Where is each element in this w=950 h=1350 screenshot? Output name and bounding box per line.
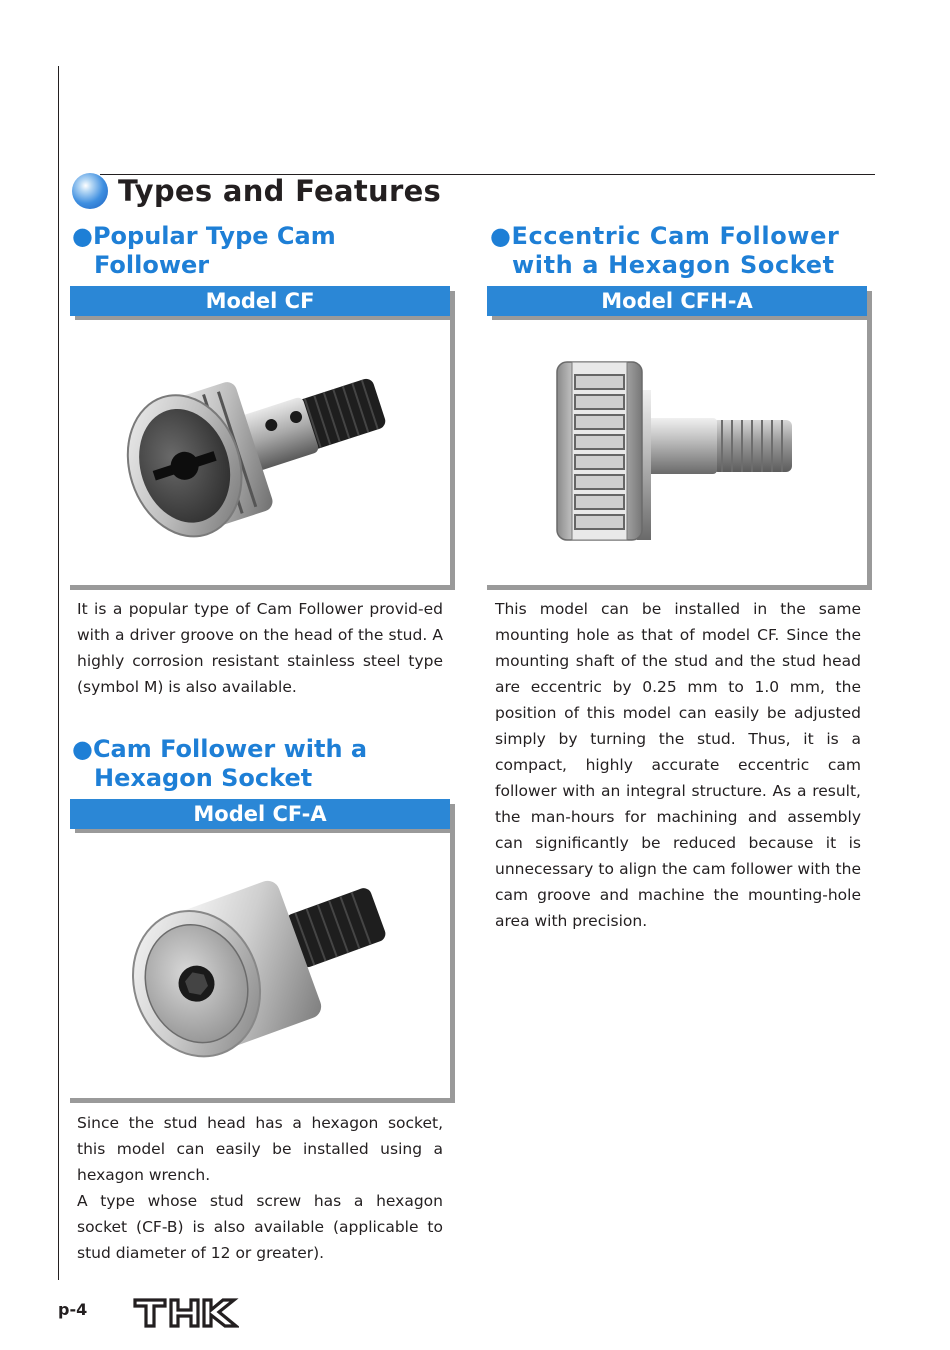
cam-follower-cfha-image (487, 320, 867, 585)
description-cfa (77, 1110, 443, 1266)
feature-title-cfa-line2: Hexagon Socket (94, 764, 313, 792)
feature-title-cf (72, 222, 336, 280)
description-cfa-p2: A type whose stud screw has a hexagon socket (CF-B) is also available (applicable to stud diameter of 12 or greater). (77, 1192, 443, 1262)
feature-title-cf-line1: ●Popular Type Cam (72, 222, 336, 250)
description-cfa-p1: Since the stud head has a hexagon socket, this model can easily be installed using a hexagon wrench. (77, 1114, 443, 1184)
model-bar-cfha: Model CFH-A (487, 286, 867, 316)
model-bar-cfa: Model CF-A (70, 799, 450, 829)
page-number: p-4 (58, 1300, 88, 1319)
feature-title-cfha-line1: ●Eccentric Cam Follower (490, 222, 840, 250)
feature-title-cfha-line2: with a Hexagon Socket (512, 251, 835, 279)
section-bullet-icon (72, 173, 108, 209)
feature-title-cfha (490, 222, 839, 280)
description-cf: It is a popular type of Cam Follower provid-ed with a driver groove on the head of the stud. A highly corrosion resistant stainless steel type (symbol M) is also available. (77, 600, 443, 696)
margin-rule (58, 66, 59, 1280)
feature-title-cf-line2: Follower (94, 251, 210, 279)
photo-cf (70, 320, 455, 590)
photo-cfa (70, 833, 455, 1103)
feature-title-cfa-line1: ●Cam Follower with a (72, 735, 368, 763)
description-cfha: This model can be installed in the same mounting hole as that of model CF. Since the mounting shaft of the stud and the stud head are eccentric by 0.25 mm to 1.0 mm, the position of this model can easily be adjusted simply by turning the stud. Thus, it is a compact, highly accurate eccentric cam follower with an integral structure. As a result, the man-hours for machining and assembly can significantly be reduced because it is unnecessary to align the cam follower with the cam groove and machine the mounting-hole area with precision. (495, 600, 861, 930)
photo-cfha (487, 320, 872, 590)
cam-follower-cf-image (70, 320, 450, 585)
page-title: Types and Features (118, 174, 442, 208)
thk-logo-icon (133, 1297, 239, 1329)
cam-follower-cfa-image (70, 833, 450, 1098)
model-bar-cf: Model CF (70, 286, 450, 316)
feature-title-cfa (72, 735, 367, 793)
